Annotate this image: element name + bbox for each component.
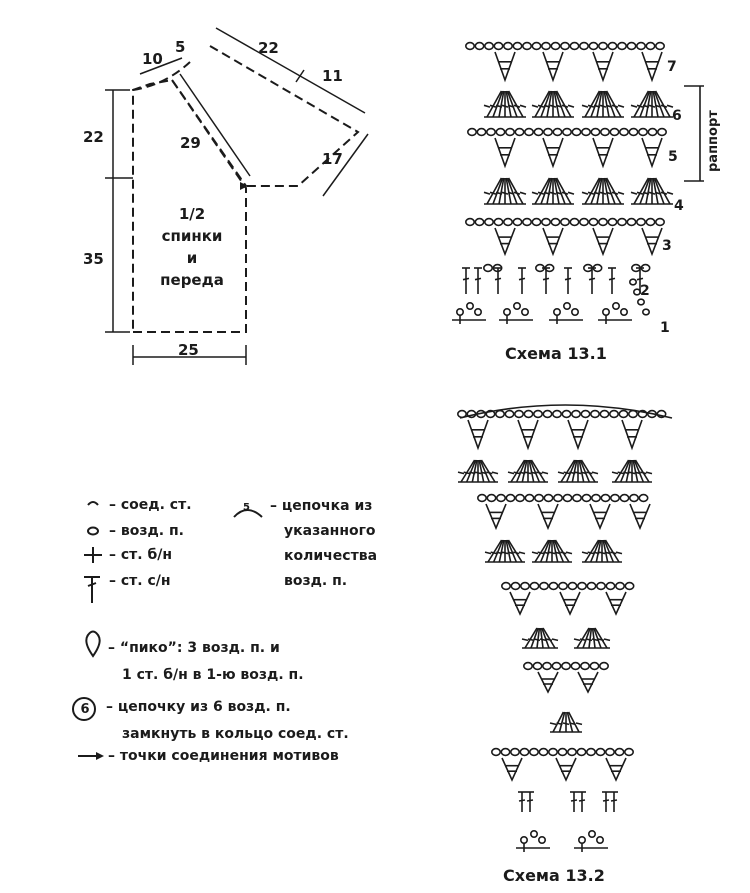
dim-10: 10 xyxy=(142,50,163,68)
legend-join: – точки соединения мотивов xyxy=(108,748,339,764)
dim-11: 11 xyxy=(322,67,343,85)
single-crochet-icon xyxy=(84,547,102,563)
dim-25: 25 xyxy=(178,341,199,359)
chain-arc-number: 5 xyxy=(243,502,250,513)
legend-chain: – возд. п. xyxy=(109,523,184,539)
row-number: 3 xyxy=(662,238,672,254)
scheme-13-2-caption: Схема 13.2 xyxy=(503,866,605,885)
dim-5: 5 xyxy=(175,38,186,56)
legend-line: возд. п. xyxy=(284,573,348,589)
row-number: 4 xyxy=(674,198,684,214)
legend-chain-arc xyxy=(270,494,377,594)
slip-stitch-icon xyxy=(88,502,98,505)
dim-29: 29 xyxy=(180,134,201,152)
label-line: и xyxy=(186,249,198,267)
dim-22-top: 22 xyxy=(258,39,279,57)
legend-line: указанного xyxy=(284,523,376,539)
legend-slip-stitch: – соед. ст. xyxy=(109,497,192,513)
rapport-text: раппорт xyxy=(706,110,721,172)
dim-22-left: 22 xyxy=(83,128,104,146)
legend-ring xyxy=(106,694,349,748)
row-number: 6 xyxy=(672,108,682,124)
legend-single-crochet: – ст. б/н xyxy=(109,547,173,563)
legend-line: 1 ст. б/н в 1-ю возд. п. xyxy=(122,667,304,683)
scheme-13-1-caption: Схема 13.1 xyxy=(505,344,607,363)
ring-number: 6 xyxy=(80,702,90,717)
legend-line: – цепочка из xyxy=(270,498,373,514)
legend-line: – “пико”: 3 возд. п. и xyxy=(108,640,280,656)
row-number: 5 xyxy=(668,149,678,165)
legend-line: замкнуть в кольцо соед. ст. xyxy=(122,726,349,742)
label-line: спинки xyxy=(161,227,223,245)
row-number: 1 xyxy=(660,320,670,336)
legend-picot xyxy=(108,635,304,689)
double-crochet-icon xyxy=(84,577,100,603)
chain-icon xyxy=(88,528,98,535)
legend-line: количества xyxy=(284,548,378,564)
label-line: 1/2 xyxy=(178,205,206,223)
dim-35: 35 xyxy=(83,250,104,268)
row-number: 2 xyxy=(640,283,650,299)
picot-icon xyxy=(86,632,99,657)
legend-line: – цепочку из 6 возд. п. xyxy=(106,699,291,715)
row-number: 7 xyxy=(667,59,677,75)
label-line: переда xyxy=(160,271,224,289)
legend-double-crochet: – ст. с/н xyxy=(109,573,171,589)
dim-17: 17 xyxy=(322,150,343,168)
